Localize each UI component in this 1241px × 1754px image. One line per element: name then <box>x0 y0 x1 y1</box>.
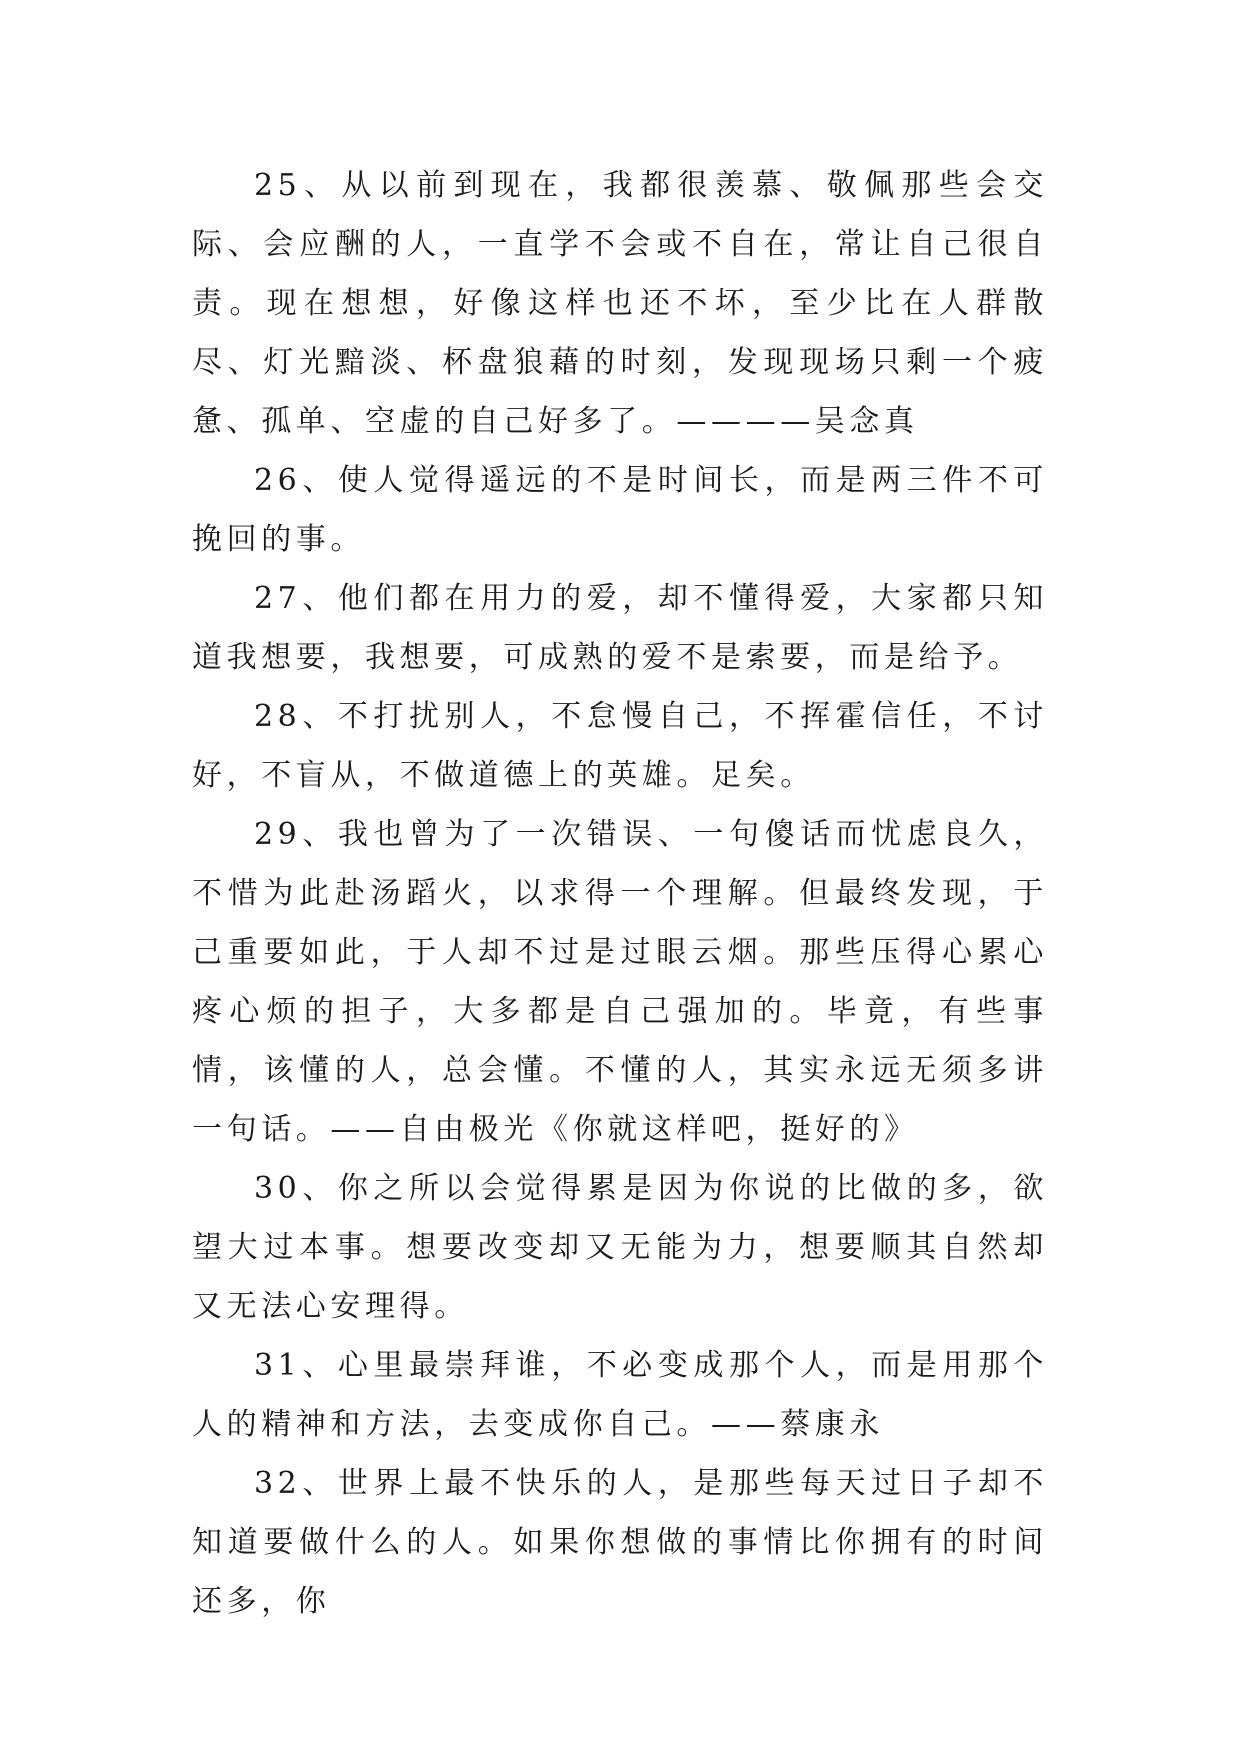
quote-paragraph-28: 28、不打扰别人，不怠慢自己，不挥霍信任，不讨好，不盲从，不做道德上的英雄。足矣。 <box>192 699 1048 793</box>
quote-paragraph-25: 25、从以前到现在，我都很羡慕、敬佩那些会交际、会应酬的人，一直学不会或不自在，常让自己很自责。现在想想，好像这样也还不坏，至少比在人群散尽、灯光黯淡、杯盘狼藉的时刻，发现现场只剩一个疲惫、孤单、空虚的自己好多了。————吴念真 <box>192 168 1048 439</box>
quote-paragraph-31: 31、心里最崇拜谁，不必变成那个人，而是用那个人的精神和方法，去变成你自己。——蔡康永 <box>192 1348 1048 1442</box>
document-body <box>192 156 1048 1631</box>
quote-paragraph-26: 26、使人觉得遥远的不是时间长，而是两三件不可挽回的事。 <box>192 463 1048 557</box>
quote-paragraph-29: 29、我也曾为了一次错误、一句傻话而忧虑良久，不惜为此赴汤蹈火，以求得一个理解。但最终发现，于己重要如此，于人却不过是过眼云烟。那些压得心累心疼心烦的担子，大多都是自己强加的。毕竟，有些事情，该懂的人，总会懂。不懂的人，其实永远无须多讲一句话。——自由极光《你就这样吧，挺好的》 <box>192 817 1048 1147</box>
quote-paragraph-27: 27、他们都在用力的爱，却不懂得爱，大家都只知道我想要，我想要，可成熟的爱不是索要，而是给予。 <box>192 581 1048 675</box>
quote-paragraph-30: 30、你之所以会觉得累是因为你说的比做的多，欲望大过本事。想要改变却又无能为力，想要顺其自然却又无法心安理得。 <box>192 1171 1048 1324</box>
quote-paragraph-32: 32、世界上最不快乐的人，是那些每天过日子却不知道要做什么的人。如果你想做的事情比你拥有的时间还多，你 <box>192 1466 1048 1619</box>
